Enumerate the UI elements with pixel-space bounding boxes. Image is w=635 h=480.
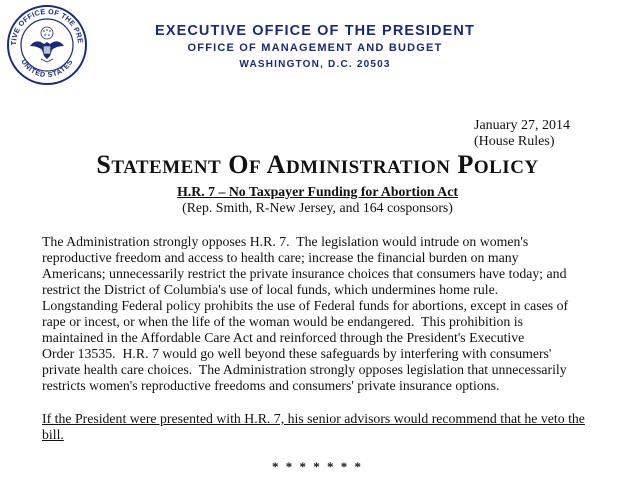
house-rules-label: (House Rules) xyxy=(474,134,555,149)
body-line: rape or incest, or when the life of the woman would be endangered. This prohibition is xyxy=(42,314,523,329)
letterhead xyxy=(100,22,530,72)
body-line: private health care choices. The Administration strongly opposes legislation that unnecessarily xyxy=(42,362,567,377)
statement-date: January 27, 2014 xyxy=(474,118,571,133)
body-line: The Administration strongly opposes H.R. 7. The legislation would intrude on women's xyxy=(42,234,529,249)
recommendation-line: bill. xyxy=(42,427,64,442)
presidential-seal xyxy=(6,4,88,86)
body-line: Longstanding Federal policy prohibits the use of Federal funds for abortions, except in cases of xyxy=(42,298,569,313)
body-line: reproductive freedom and access to health care; increase the financial burden on many xyxy=(42,250,519,265)
bill-title: H.R. 7 – No Taxpayer Funding for Abortion Act xyxy=(177,184,458,199)
title-word: OF xyxy=(228,150,262,179)
title-word: STATEMENT xyxy=(96,150,222,179)
recommendation-line: If the President were presented with H.R. 7, his senior advisors would recommend that he veto the xyxy=(42,411,585,426)
statement-body xyxy=(42,234,602,394)
office-name: EXECUTIVE OFFICE OF THE PRESIDENT xyxy=(155,23,475,39)
body-line: restrict the District of Columbia's use of local funds, which undermines home rule. xyxy=(42,282,499,297)
statement-title xyxy=(0,150,635,180)
seal-text-top: TIVE OFFICE OF THE PRE xyxy=(8,6,86,46)
body-line: maintained in the Affordable Care Act and reinforced through the President's Executive xyxy=(42,330,525,345)
end-marker: * * * * * * * xyxy=(272,459,363,474)
title-word: POLICY xyxy=(457,150,539,179)
body-line: Order 13535. H.R. 7 would go well beyond these safeguards by interfering with consumers' xyxy=(42,346,552,361)
body-line: Americans; unnecessarily restrict the private insurance choices that consumers have today; and xyxy=(42,266,567,281)
body-line: restricts women's reproductive freedoms and consumers' private insurance options. xyxy=(42,378,500,393)
veto-recommendation xyxy=(42,411,602,443)
seal-text-bottom: UNITED STATES xyxy=(19,57,75,80)
bill-sponsors: (Rep. Smith, R-New Jersey, and 164 cosponsors) xyxy=(182,200,453,215)
office-location: WASHINGTON, D.C. 20503 xyxy=(239,59,391,70)
sub-office-name: OFFICE OF MANAGEMENT AND BUDGET xyxy=(187,42,443,54)
title-word: ADMINISTRATION xyxy=(266,150,451,179)
date-block xyxy=(474,118,570,150)
